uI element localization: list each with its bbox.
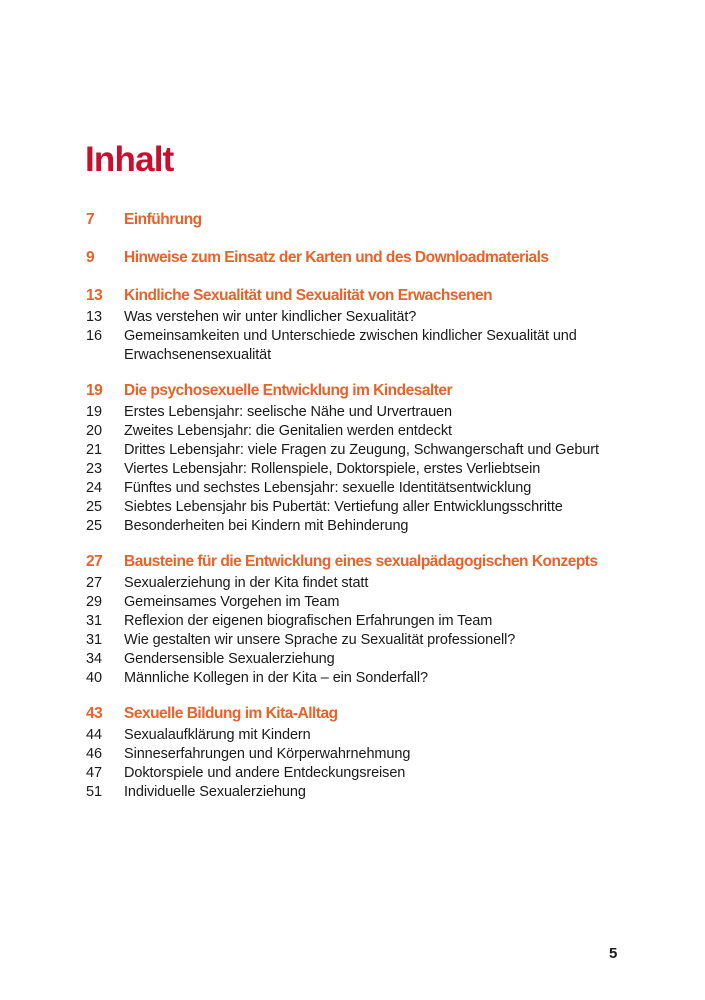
toc-heading-title: Bausteine für die Entwicklung eines sexualpädagogischen Konzepts xyxy=(124,553,598,570)
toc-entry[interactable] xyxy=(86,422,646,441)
toc-entry[interactable] xyxy=(86,764,646,783)
toc-entry[interactable] xyxy=(86,612,646,631)
table-of-contents xyxy=(86,208,646,802)
toc-entry-title: Siebtes Lebensjahr bis Pubertät: Vertiefung aller Entwicklungsschritte xyxy=(124,499,563,515)
toc-entry[interactable] xyxy=(86,479,646,498)
toc-entry-title: Männliche Kollegen in der Kita – ein Sonderfall? xyxy=(124,670,428,686)
toc-heading-page: 13 xyxy=(86,287,103,304)
toc-entry-title: Sexualaufklärung mit Kindern xyxy=(124,727,311,743)
toc-entry-page: 51 xyxy=(86,784,102,800)
toc-entry-page: 20 xyxy=(86,423,102,439)
toc-entry[interactable] xyxy=(86,726,646,745)
toc-entry-title: Drittes Lebensjahr: viele Fragen zu Zeugung, Schwangerschaft und Geburt xyxy=(124,442,599,458)
page-number: 5 xyxy=(609,945,618,962)
toc-entry-title: Reflexion der eigenen biografischen Erfahrungen im Team xyxy=(124,613,493,629)
toc-heading-page: 7 xyxy=(86,211,95,228)
toc-heading[interactable] xyxy=(86,702,646,726)
toc-entry-page: 21 xyxy=(86,442,102,458)
page-title: Inhalt xyxy=(85,140,174,179)
toc-entry-page: 25 xyxy=(86,518,102,534)
toc-heading[interactable] xyxy=(86,379,646,403)
toc-entry[interactable] xyxy=(86,460,646,479)
toc-entry-title: Gemeinsames Vorgehen im Team xyxy=(124,594,340,610)
toc-entry-title: Wie gestalten wir unsere Sprache zu Sexualität professionell? xyxy=(124,632,516,648)
toc-heading-title: Die psychosexuelle Entwicklung im Kindesalter xyxy=(124,382,453,399)
toc-entry-page: 23 xyxy=(86,461,102,477)
toc-heading[interactable] xyxy=(86,208,646,232)
toc-entry[interactable] xyxy=(86,517,646,536)
toc-section xyxy=(86,550,646,688)
toc-section xyxy=(86,284,646,365)
toc-entry[interactable] xyxy=(86,650,646,669)
toc-entry-page: 31 xyxy=(86,632,102,648)
toc-heading-title: Einführung xyxy=(124,211,202,228)
toc-entry-page: 44 xyxy=(86,727,102,743)
toc-entry-title: Individuelle Sexualerziehung xyxy=(124,784,306,800)
toc-entry[interactable] xyxy=(86,403,646,422)
toc-entry-page: 47 xyxy=(86,765,102,781)
toc-entry[interactable] xyxy=(86,669,646,688)
toc-heading-page: 19 xyxy=(86,382,103,399)
toc-heading-page: 43 xyxy=(86,705,103,722)
toc-entry-page: 19 xyxy=(86,404,102,420)
toc-entry-title: Erstes Lebensjahr: seelische Nähe und Urvertrauen xyxy=(124,404,452,420)
toc-entry-page: 25 xyxy=(86,499,102,515)
toc-heading-page: 27 xyxy=(86,553,103,570)
toc-entry-title: Fünftes und sechstes Lebensjahr: sexuelle Identitätsentwicklung xyxy=(124,480,532,496)
toc-entry-page: 46 xyxy=(86,746,102,762)
toc-entry-page: 24 xyxy=(86,480,102,496)
toc-entry-title: Was verstehen wir unter kindlicher Sexualität? xyxy=(124,309,417,325)
toc-heading[interactable] xyxy=(86,246,646,270)
toc-section xyxy=(86,379,646,536)
toc-entry-page: 29 xyxy=(86,594,102,610)
toc-entry[interactable] xyxy=(86,593,646,612)
toc-entry[interactable] xyxy=(86,574,646,593)
toc-entry-title: Sexualerziehung in der Kita findet statt xyxy=(124,575,369,591)
toc-section xyxy=(86,246,646,270)
toc-entry-page: 40 xyxy=(86,670,102,686)
toc-entry-title: Zweites Lebensjahr: die Genitalien werden entdeckt xyxy=(124,423,452,439)
toc-entry-page: 27 xyxy=(86,575,102,591)
toc-entry-title: Gemeinsamkeiten und Unterschiede zwischen kindlicher Sexualität und Erwachsenensexualität xyxy=(124,328,577,363)
toc-heading-title: Hinweise zum Einsatz der Karten und des Downloadmaterials xyxy=(124,249,549,266)
toc-heading[interactable] xyxy=(86,550,646,574)
toc-entry-page: 31 xyxy=(86,613,102,629)
toc-entry[interactable] xyxy=(86,327,646,365)
toc-section xyxy=(86,208,646,232)
toc-entry[interactable] xyxy=(86,631,646,650)
toc-entry-page: 16 xyxy=(86,328,102,344)
toc-entry[interactable] xyxy=(86,441,646,460)
toc-entry[interactable] xyxy=(86,308,646,327)
toc-entry-title: Doktorspiele und andere Entdeckungsreisen xyxy=(124,765,406,781)
toc-entry-title: Viertes Lebensjahr: Rollenspiele, Doktorspiele, erstes Verliebtsein xyxy=(124,461,541,477)
toc-entry-title: Besonderheiten bei Kindern mit Behinderung xyxy=(124,518,409,534)
toc-heading-title: Kindliche Sexualität und Sexualität von Erwachsenen xyxy=(124,287,493,304)
toc-entry[interactable] xyxy=(86,745,646,764)
toc-entry-title: Sinneserfahrungen und Körperwahrnehmung xyxy=(124,746,411,762)
toc-heading-page: 9 xyxy=(86,249,95,266)
toc-heading[interactable] xyxy=(86,284,646,308)
toc-entry[interactable] xyxy=(86,783,646,802)
toc-entry[interactable] xyxy=(86,498,646,517)
toc-entry-title: Gendersensible Sexualerziehung xyxy=(124,651,335,667)
toc-entry-page: 34 xyxy=(86,651,102,667)
toc-entry-page: 13 xyxy=(86,309,102,325)
toc-section xyxy=(86,702,646,802)
toc-heading-title: Sexuelle Bildung im Kita-Alltag xyxy=(124,705,338,722)
